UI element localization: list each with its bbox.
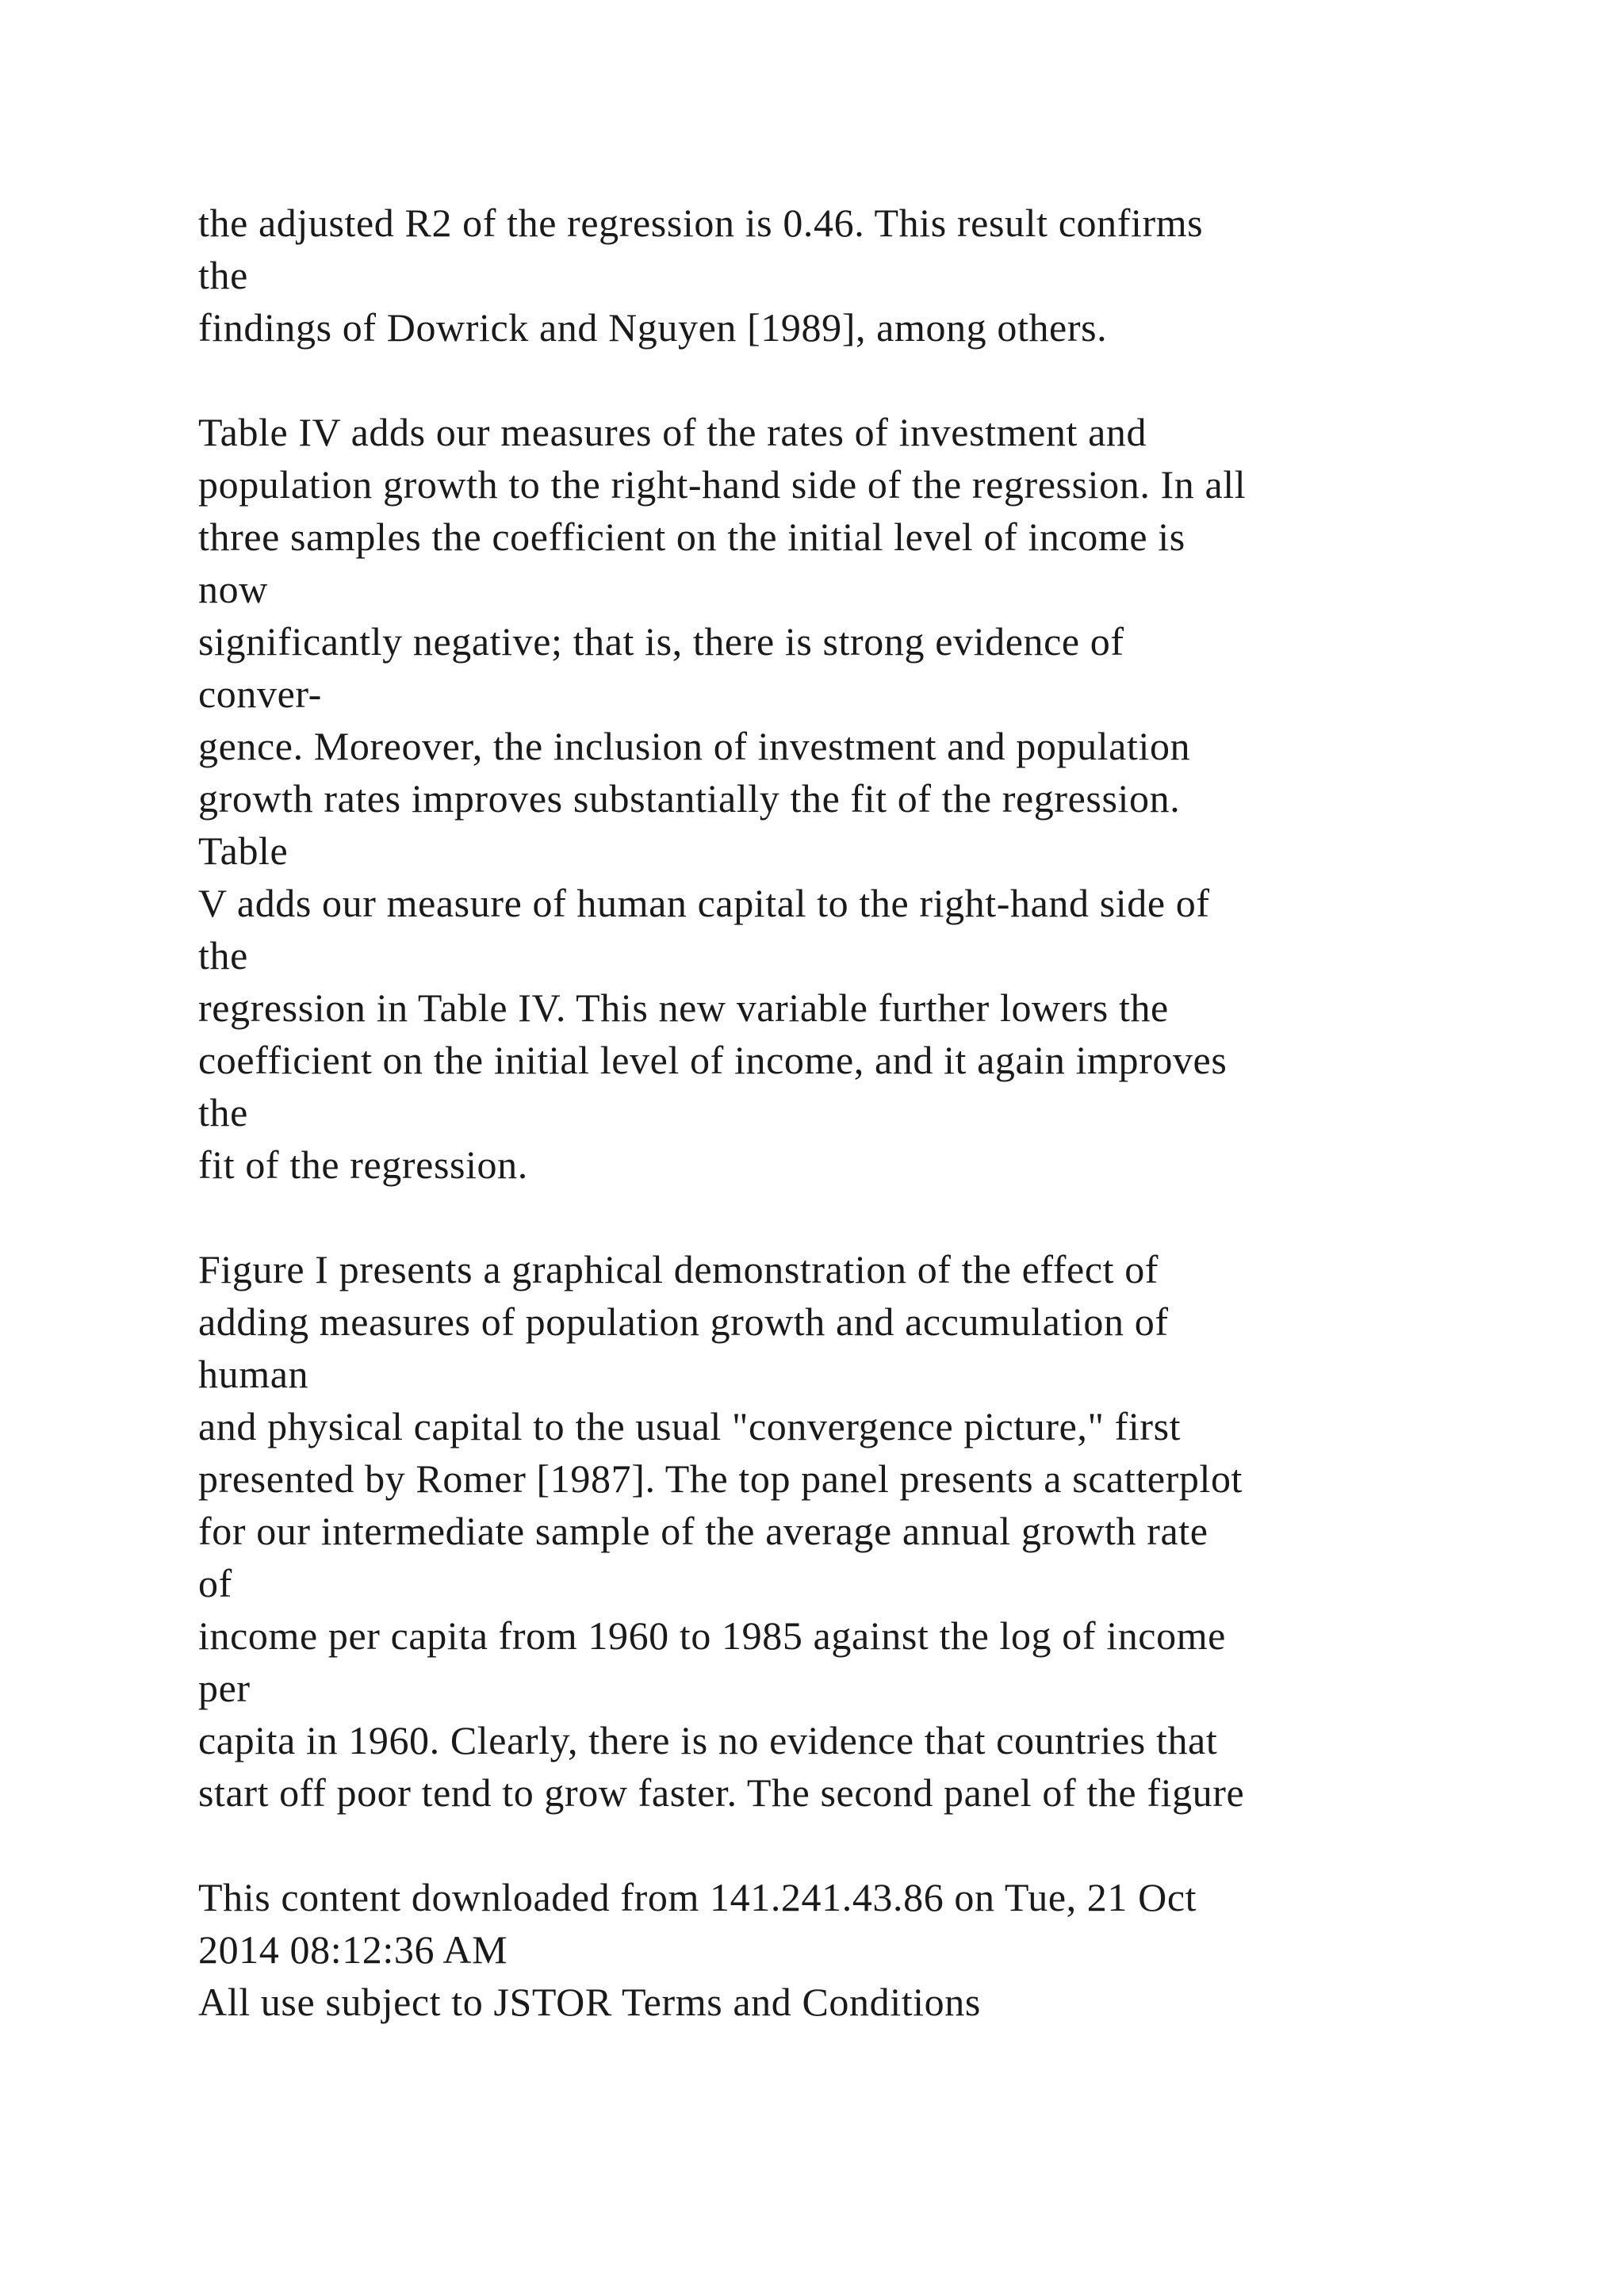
jstor-footer: [198, 1871, 1546, 2028]
document-page: [198, 197, 1546, 2028]
text-line: Figure I presents a graphical demonstration of the effect of: [198, 1247, 1159, 1292]
text-line: significantly negative; that is, there is strong evidence of: [198, 619, 1124, 664]
download-timestamp: 2014 08:12:36 AM: [198, 1927, 508, 1972]
text-line: of: [198, 1561, 232, 1605]
text-line: conver-: [198, 672, 322, 716]
text-line: V adds our measure of human capital to the right-hand side of: [198, 881, 1210, 925]
text-line: the adjusted R2 of the regression is 0.46. This result confirms: [198, 201, 1204, 245]
text-line: findings of Dowrick and Nguyen [1989], among others.: [198, 305, 1108, 350]
text-line: start off poor tend to grow faster. The second panel of the figure: [198, 1770, 1245, 1815]
text-line: per: [198, 1666, 251, 1710]
text-line: Table IV adds our measures of the rates of investment and: [198, 410, 1147, 454]
text-line: the: [198, 933, 248, 978]
text-line: and physical capital to the usual "convergence picture," first: [198, 1404, 1182, 1448]
text-line: presented by Romer [1987]. The top panel presents a scatterplot: [198, 1456, 1243, 1501]
text-line: the: [198, 253, 248, 297]
paragraph-r2-result: [198, 197, 1546, 354]
text-line: regression in Table IV. This new variable further lowers the: [198, 985, 1169, 1030]
text-line: human: [198, 1352, 309, 1396]
text-line: growth rates improves substantially the fit of the regression.: [198, 776, 1181, 821]
paragraph-figure-i: [198, 1243, 1546, 1819]
text-line: the: [198, 1090, 248, 1135]
text-line: now: [198, 567, 268, 611]
paragraph-table-iv-v: [198, 406, 1546, 1191]
text-line: capita in 1960. Clearly, there is no evidence that countries that: [198, 1718, 1218, 1762]
text-line: fit of the regression.: [198, 1142, 528, 1187]
text-line: for our intermediate sample of the average annual growth rate: [198, 1509, 1208, 1553]
download-notice: This content downloaded from 141.241.43.86 on Tue, 21 Oct: [198, 1875, 1197, 1919]
text-line: gence. Moreover, the inclusion of investment and population: [198, 724, 1191, 768]
terms-notice: All use subject to JSTOR Terms and Conditions: [198, 1980, 981, 2024]
text-line: adding measures of population growth and accumulation of: [198, 1299, 1169, 1344]
text-line: Table: [198, 828, 289, 873]
text-line: coefficient on the initial level of income, and it again improves: [198, 1038, 1228, 1082]
text-line: three samples the coefficient on the initial level of income is: [198, 515, 1185, 559]
text-line: population growth to the right-hand side of the regression. In all: [198, 462, 1247, 507]
text-line: income per capita from 1960 to 1985 against the log of income: [198, 1613, 1226, 1658]
